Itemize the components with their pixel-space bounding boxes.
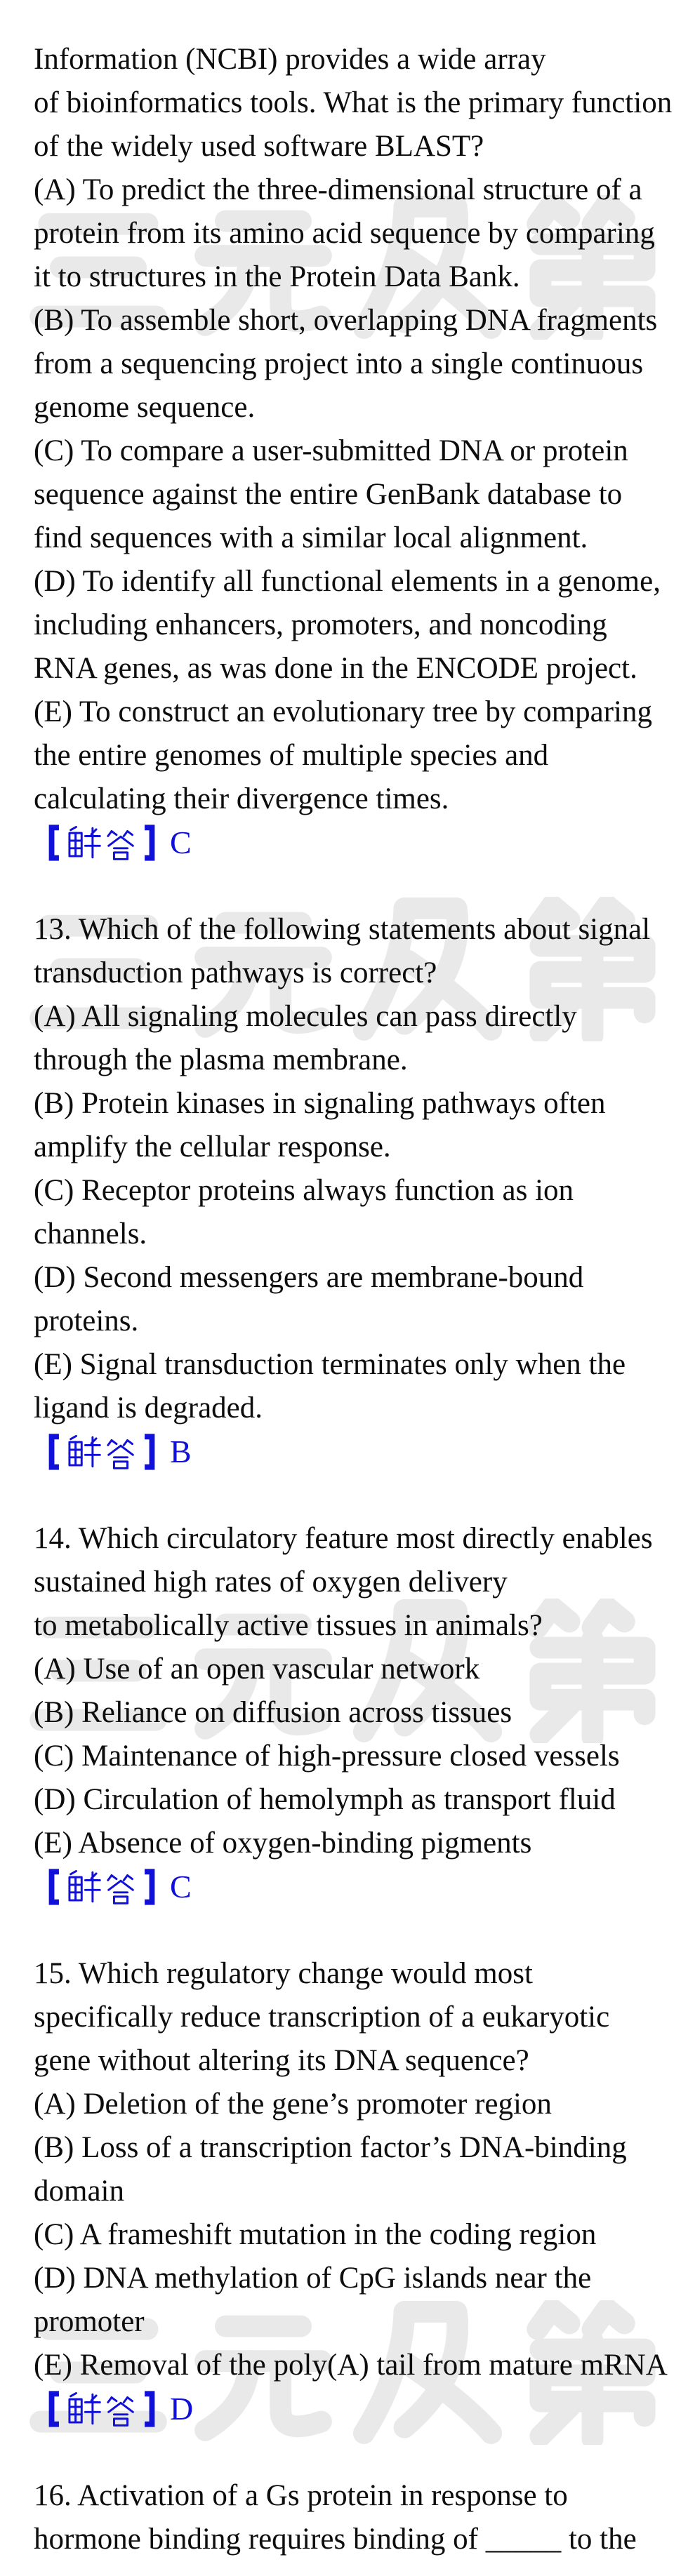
text-line: (C) A frameshift mutation in the coding region bbox=[34, 2218, 597, 2251]
text-line: sustained high rates of oxygen delivery bbox=[34, 1566, 508, 1599]
da-character-icon bbox=[102, 823, 139, 862]
text-line: 15. Which regulatory change would most bbox=[34, 1957, 533, 1990]
text-line: from a sequencing project into a single continuous bbox=[34, 347, 644, 380]
left-lenticular-bracket-icon bbox=[45, 1867, 63, 1907]
text-line: (C) Receptor proteins always function as ion bbox=[34, 1174, 574, 1207]
text-line: (A) To predict the three-dimensional structure of a bbox=[34, 173, 642, 206]
text-line: it to structures in the Protein Data Bank. bbox=[34, 260, 520, 293]
answer-letter: C bbox=[170, 1869, 192, 1904]
answer-line bbox=[34, 2387, 673, 2431]
answer-letter: D bbox=[170, 2391, 194, 2427]
answer-line bbox=[34, 821, 673, 865]
jie-character-icon bbox=[65, 1432, 101, 1471]
da-character-icon bbox=[102, 1432, 139, 1471]
text-line: transduction pathways is correct? bbox=[34, 956, 437, 989]
text-line: (E) Signal transduction terminates only when the bbox=[34, 1348, 626, 1381]
text-line: (A) Deletion of the gene’s promoter region bbox=[34, 2088, 552, 2121]
text-line: through the plasma membrane. bbox=[34, 1043, 408, 1076]
text-line: (C) To compare a user-submitted DNA or protein bbox=[34, 434, 628, 467]
jie-character-icon bbox=[65, 823, 101, 862]
left-lenticular-bracket-icon bbox=[45, 823, 63, 862]
text-line: Information (NCBI) provides a wide array bbox=[34, 43, 546, 76]
text-line: 13. Which of the following statements about signal bbox=[34, 913, 651, 946]
text-line: to metabolically active tissues in animals? bbox=[34, 1609, 543, 1642]
text-line: find sequences with a similar local alignment. bbox=[34, 521, 588, 554]
text-line: (B) To assemble short, overlapping DNA fragments bbox=[34, 304, 658, 337]
right-lenticular-bracket-icon bbox=[140, 1432, 159, 1471]
answer-line bbox=[34, 1430, 673, 1474]
text-line: calculating their divergence times. bbox=[34, 782, 449, 815]
text-line: the entire genomes of multiple species and bbox=[34, 739, 549, 772]
text-line: 14. Which circulatory feature most directly enables bbox=[34, 1522, 653, 1555]
left-lenticular-bracket-icon bbox=[45, 1432, 63, 1471]
text-line: domain bbox=[34, 2175, 124, 2208]
blank-line bbox=[34, 1909, 673, 1952]
right-lenticular-bracket-icon bbox=[140, 2389, 159, 2429]
text-line: genome sequence. bbox=[34, 391, 256, 424]
text-line: gene without altering its DNA sequence? bbox=[34, 2044, 529, 2077]
text-line: (C) Maintenance of high-pressure closed vessels bbox=[34, 1740, 620, 1773]
blank-line bbox=[34, 865, 673, 908]
right-lenticular-bracket-icon bbox=[140, 823, 159, 862]
text-line: hormone binding requires binding of _____ to the bbox=[34, 2523, 637, 2556]
text-line: RNA genes, as was done in the ENCODE project. bbox=[34, 652, 637, 685]
text-line: (B) Loss of a transcription factor’s DNA-binding bbox=[34, 2131, 627, 2164]
text-line: (D) DNA methylation of CpG islands near the bbox=[34, 2262, 592, 2295]
jie-character-icon bbox=[65, 1867, 101, 1907]
text-line: of the widely used software BLAST? bbox=[34, 130, 484, 163]
text-line: (E) To construct an evolutionary tree by comparing bbox=[34, 695, 652, 728]
text-line: sequence against the entire GenBank database to bbox=[34, 478, 623, 511]
blank-line bbox=[34, 1474, 673, 1517]
text-line: (D) To identify all functional elements in a genome, bbox=[34, 565, 661, 598]
right-lenticular-bracket-icon bbox=[140, 1867, 159, 1907]
text-line: specifically reduce transcription of a eukaryotic bbox=[34, 2001, 610, 2034]
text-line: of bioinformatics tools. What is the primary function bbox=[34, 86, 673, 119]
text-line: (E) Absence of oxygen-binding pigments bbox=[34, 1827, 532, 1860]
answer-letter: C bbox=[170, 825, 192, 860]
text-line: (A) Use of an open vascular network bbox=[34, 1653, 480, 1686]
da-character-icon bbox=[102, 1867, 139, 1907]
text-line: ligand is degraded. bbox=[34, 1392, 263, 1424]
text-line: including enhancers, promoters, and noncoding bbox=[34, 608, 607, 641]
jie-character-icon bbox=[65, 2389, 101, 2429]
left-lenticular-bracket-icon bbox=[45, 2389, 63, 2429]
text-line: (B) Reliance on diffusion across tissues bbox=[34, 1696, 512, 1729]
da-character-icon bbox=[102, 2389, 139, 2429]
text-line: (E) Removal of the poly(A) tail from mature mRNA bbox=[34, 2349, 668, 2382]
text-line: proteins. bbox=[34, 1304, 139, 1337]
text-line: protein from its amino acid sequence by comparing bbox=[34, 217, 655, 250]
text-line: 16. Activation of a Gs protein in response to bbox=[34, 2479, 568, 2512]
document-body bbox=[34, 38, 673, 2561]
text-line: (D) Circulation of hemolymph as transport fluid bbox=[34, 1783, 616, 1816]
answer-line bbox=[34, 1865, 673, 1909]
text-line: (B) Protein kinases in signaling pathways often bbox=[34, 1087, 606, 1120]
text-line: (D) Second messengers are membrane-bound bbox=[34, 1261, 584, 1294]
text-line: amplify the cellular response. bbox=[34, 1130, 391, 1163]
text-line: channels. bbox=[34, 1217, 147, 1250]
answer-letter: B bbox=[170, 1434, 192, 1469]
text-line: (A) All signaling molecules can pass directly bbox=[34, 1000, 577, 1033]
blank-line bbox=[34, 2431, 673, 2474]
text-line: promoter bbox=[34, 2305, 145, 2338]
